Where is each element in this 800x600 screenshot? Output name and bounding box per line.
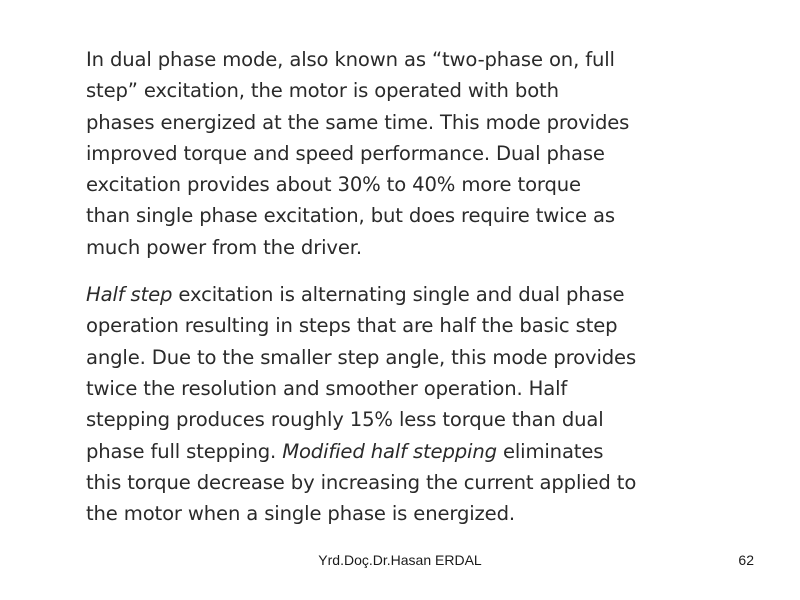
text-line: angle. Due to the smaller step angle, this mode provides [86, 345, 637, 369]
text-segment: excitation is alternating single and dual phase [172, 283, 625, 307]
text-line [86, 279, 726, 310]
text-line: than single phase excitation, but does require twice as [86, 204, 615, 228]
emphasis-modified-half-stepping: Modified half stepping [282, 439, 497, 463]
text-line: much power from the driver. [86, 235, 362, 259]
text-line: excitation provides about 30% to 40% more torque [86, 173, 581, 197]
slide-body [86, 44, 726, 529]
text-line: step” excitation, the motor is operated with both [86, 79, 559, 103]
text-line: In dual phase mode, also known as “two-phase on, full [86, 48, 615, 71]
text-segment: eliminates [496, 439, 604, 463]
footer-author: Yrd.Doç.Dr.Hasan ERDAL [318, 552, 482, 568]
text-line: stepping produces roughly 15% less torque than dual [86, 408, 604, 432]
text-line: phases energized at the same time. This mode provides [86, 110, 630, 134]
paragraph-dual-phase [86, 44, 726, 263]
text-line: operation resulting in steps that are half the basic step [86, 314, 618, 338]
text-line: twice the resolution and smoother operation. Half [86, 376, 568, 400]
paragraph-half-step [86, 279, 726, 529]
text-line: the motor when a single phase is energized. [86, 502, 515, 526]
text-line [86, 436, 726, 467]
emphasis-half-step: Half step [86, 283, 173, 307]
page-number: 62 [738, 552, 754, 568]
text-segment: phase full stepping. [86, 439, 283, 463]
text-line: this torque decrease by increasing the current applied to [86, 470, 637, 494]
text-line: improved torque and speed performance. Dual phase [86, 141, 605, 165]
